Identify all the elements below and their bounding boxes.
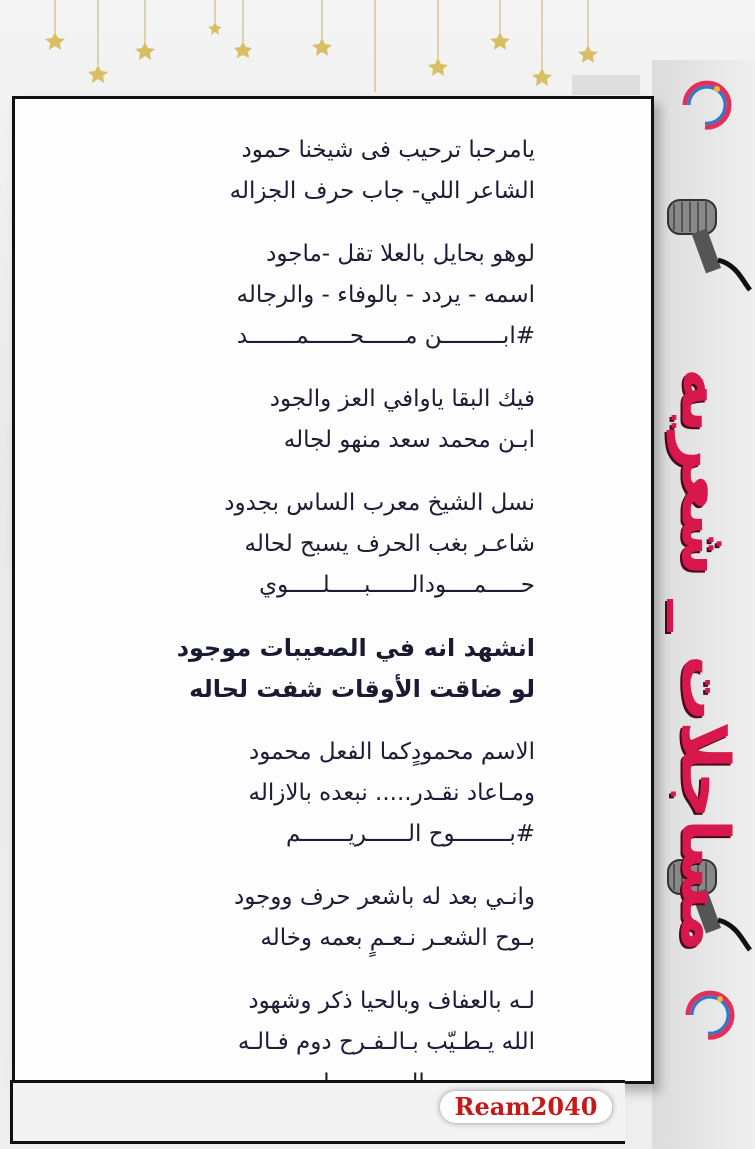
poem-line: انشهد انه في الصعيبات موجود — [176, 634, 535, 662]
stanza — [60, 234, 535, 357]
poem-line: اسمه - يردد - بالوفاء - والرجاله — [236, 282, 535, 308]
poem-line: ابـن محمد سعد منهو لجاله — [283, 427, 535, 453]
hanging-stars-decoration — [0, 0, 640, 95]
poem-signature: #ابـــــــــن مــــــحــــــمـــــــد — [236, 323, 535, 349]
poem-line: يامرحبا ترحيب فى شيخنا حمود — [241, 137, 535, 163]
poem-line: الشاعر اللي- جاب حرف الجزاله — [229, 178, 535, 204]
side-title: مساجلات _ شعريه — [666, 368, 744, 952]
stanza — [60, 732, 535, 855]
poem-line: لوهو بحايل بالعلا تقل -ماجود — [266, 241, 535, 267]
poem-line: شاعـر بغب الحرف يسبح لحاله — [244, 531, 535, 557]
poem-line: فيك البقا ياوافي العز والجود — [269, 386, 535, 412]
poem-signature: حـــــمــــودالــــــبـــــلـــــوي — [259, 572, 535, 598]
poem-line: لـه بالعفاف وبالحيا ذكر وشهود — [248, 988, 535, 1014]
watermark-badge: Ream2040 — [440, 1091, 612, 1123]
poem-line: الله يـطـيّب بـالـفـرح دوم فـالـه — [237, 1029, 535, 1055]
poem-line: الاسم محمودٍكما الفعل محمود — [249, 739, 535, 765]
poem-line: بـوح الشعـر نـعـمٍ بعمه وخاله — [260, 925, 535, 951]
poem-signature: #بــــــــوح الــــــريـــــــم — [285, 821, 535, 847]
stanza — [60, 483, 535, 606]
poem-line: ومـاعاد نقـدر..... نبعده بالازاله — [248, 780, 535, 806]
neon-ring-icon — [675, 75, 735, 135]
stanza — [60, 877, 535, 959]
stanza — [60, 628, 535, 710]
stanza — [60, 379, 535, 461]
stanza — [60, 130, 535, 212]
poem-line: لو ضاقت الأوقات شفت لحاله — [189, 675, 535, 703]
poem — [60, 130, 535, 1126]
poem-line: نسل الشيخ معرب الساس بجدود — [224, 490, 535, 516]
poem-line: وانـي بعد له باشعر حرف ووجود — [233, 884, 535, 910]
